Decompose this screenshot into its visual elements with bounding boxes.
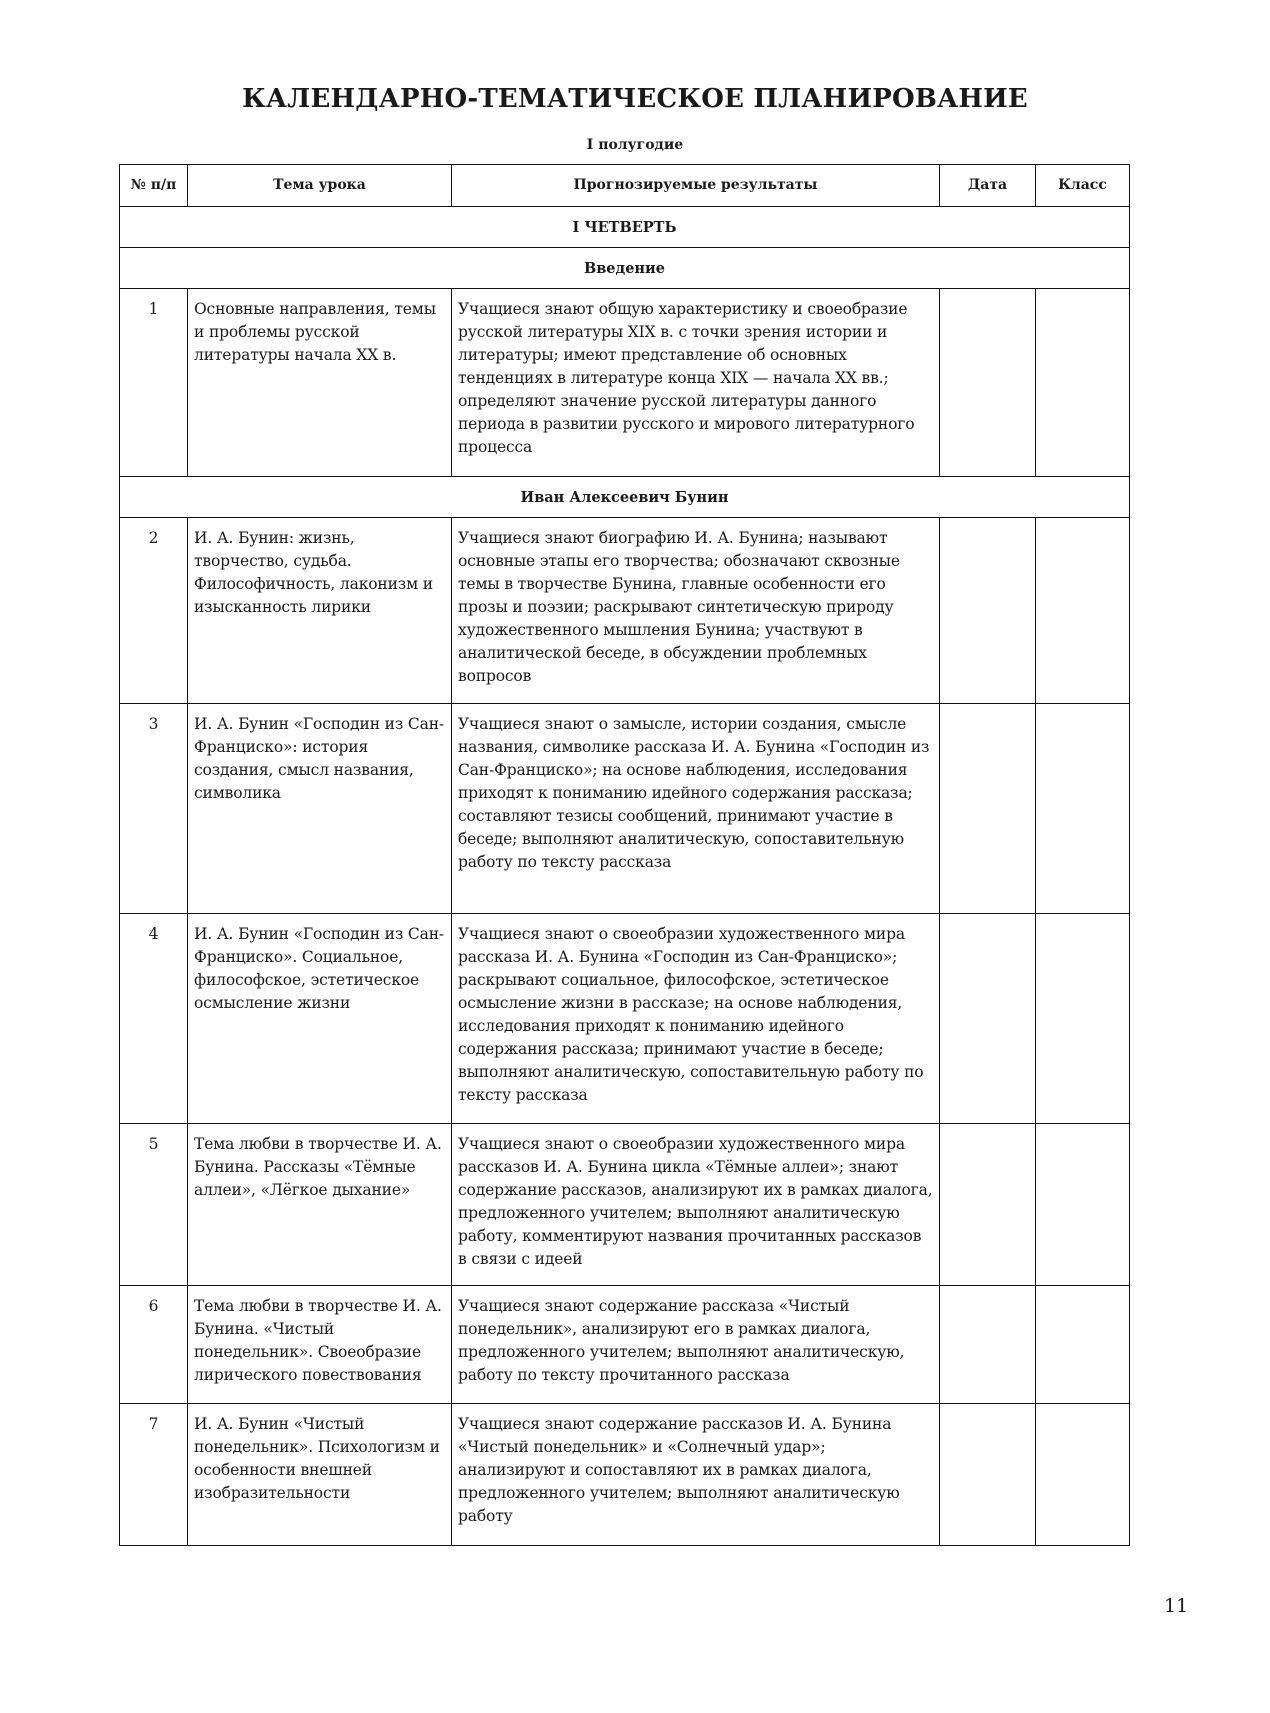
class-cell: [1036, 1286, 1130, 1404]
expected-results: Учащиеся знают о своеобразии художественного мира рассказа И. А. Бунина «Господин из Сан-Франциско»; раскрывают социальное, философское, эстетическое осмысление жизни в рассказе; на основе наблюдения, исследования приходят к пониманию идейного содержания рассказа; принимают участие в беседе; выполняют аналитическую, сопоставительную работу по тексту рассказа: [452, 914, 940, 1124]
expected-results: Учащиеся знают о своеобразии художественного мира рассказов И. А. Бунина цикла «Тёмные аллеи»; знают содержание рассказов, анализируют их в рамках диалога, предложенного учителем; выполняют аналитическую работу, комментируют названия прочитанных рассказов в связи с идеей: [452, 1124, 940, 1286]
column-header-results: Прогнозируемые результаты: [452, 165, 940, 207]
expected-results: Учащиеся знают биографию И. А. Бунина; называют основные этапы его творчества; обозначают сквозные темы в творчестве Бунина, главные особенности его прозы и поэзии; раскрывают синтетическую природу художественного мышления Бунина; участвуют в аналитической беседе, в обсуждении проблемных вопросов: [452, 518, 940, 704]
date-cell: [940, 1124, 1036, 1286]
table-header-row: [120, 165, 1130, 207]
lesson-topic: И. А. Бунин «Господин из Сан-Франциско». Социальное, философское, эстетическое осмысление жизни: [188, 914, 452, 1124]
column-header-class: Класс: [1036, 165, 1130, 207]
row-number: 7: [120, 1404, 188, 1546]
date-cell: [940, 1404, 1036, 1546]
section-row-quarter: [120, 207, 1130, 248]
lesson-topic: Основные направления, темы и проблемы русской литературы начала XX в.: [188, 289, 452, 477]
table-row: [120, 289, 1130, 477]
date-cell: [940, 704, 1036, 914]
lesson-topic: Тема любви в творчестве И. А. Бунина. Рассказы «Тёмные аллеи», «Лёгкое дыхание»: [188, 1124, 452, 1286]
table-row: [120, 1286, 1130, 1404]
expected-results: Учащиеся знают о замысле, истории создания, смысле названия, символике рассказа И. А. Бунина «Господин из Сан-Франциско»; на основе наблюдения, исследования приходят к пониманию идейного содержания рассказа; составляют тезисы сообщений, принимают участие в беседе; выполняют аналитическую, сопоставительную работу по тексту рассказа: [452, 704, 940, 914]
page-number: 11: [1164, 1595, 1189, 1617]
class-cell: [1036, 914, 1130, 1124]
column-header-topic: Тема урока: [188, 165, 452, 207]
date-cell: [940, 518, 1036, 704]
page-title: КАЛЕНДАРНО-ТЕМАТИЧЕСКОЕ ПЛАНИРОВАНИЕ: [242, 84, 1028, 114]
section-quarter: I ЧЕТВЕРТЬ: [120, 207, 1130, 248]
row-number: 4: [120, 914, 188, 1124]
table-row: [120, 518, 1130, 704]
class-cell: [1036, 704, 1130, 914]
date-cell: [940, 914, 1036, 1124]
expected-results: Учащиеся знают содержание рассказов И. А. Бунина «Чистый понедельник» и «Солнечный удар»; анализируют и сопоставляют их в рамках диалога, предложенного учителем; выполняют аналитическую работу: [452, 1404, 940, 1546]
date-cell: [940, 1286, 1036, 1404]
expected-results: Учащиеся знают общую характеристику и своеобразие русской литературы XIX в. с точки зрения истории и литературы; имеют представление об основных тенденциях в литературе конца XIX — начала XX вв.; определяют значение русской литературы данного периода в развитии русского и мирового литературного процесса: [452, 289, 940, 477]
section-row-bunin: [120, 477, 1130, 518]
class-cell: [1036, 1404, 1130, 1546]
class-cell: [1036, 518, 1130, 704]
lesson-topic: И. А. Бунин «Чистый понедельник». Психологизм и особенности внешней изобразительности: [188, 1404, 452, 1546]
column-header-num: № п/п: [120, 165, 188, 207]
date-cell: [940, 289, 1036, 477]
section-intro: Введение: [120, 248, 1130, 289]
lesson-topic: И. А. Бунин: жизнь, творчество, судьба. Философичность, лаконизм и изысканность лирики: [188, 518, 452, 704]
section-bunin: Иван Алексеевич Бунин: [120, 477, 1130, 518]
row-number: 1: [120, 289, 188, 477]
section-row-intro: [120, 248, 1130, 289]
semester-subtitle: I полугодие: [586, 137, 684, 153]
row-number: 3: [120, 704, 188, 914]
table-row: [120, 914, 1130, 1124]
class-cell: [1036, 1124, 1130, 1286]
lesson-topic: И. А. Бунин «Господин из Сан-Франциско»: история создания, смысл названия, символика: [188, 704, 452, 914]
table-row: [120, 1124, 1130, 1286]
row-number: 6: [120, 1286, 188, 1404]
expected-results: Учащиеся знают содержание рассказа «Чистый понедельник», анализируют его в рамках диалога, предложенного учителем; выполняют аналитическую, работу по тексту прочитанного рассказа: [452, 1286, 940, 1404]
class-cell: [1036, 289, 1130, 477]
column-header-date: Дата: [940, 165, 1036, 207]
row-number: 5: [120, 1124, 188, 1286]
row-number: 2: [120, 518, 188, 704]
planning-table: [119, 164, 1130, 1546]
table-row: [120, 1404, 1130, 1546]
table-row: [120, 704, 1130, 914]
lesson-topic: Тема любви в творчестве И. А. Бунина. «Чистый понедельник». Своеобразие лирического повествования: [188, 1286, 452, 1404]
